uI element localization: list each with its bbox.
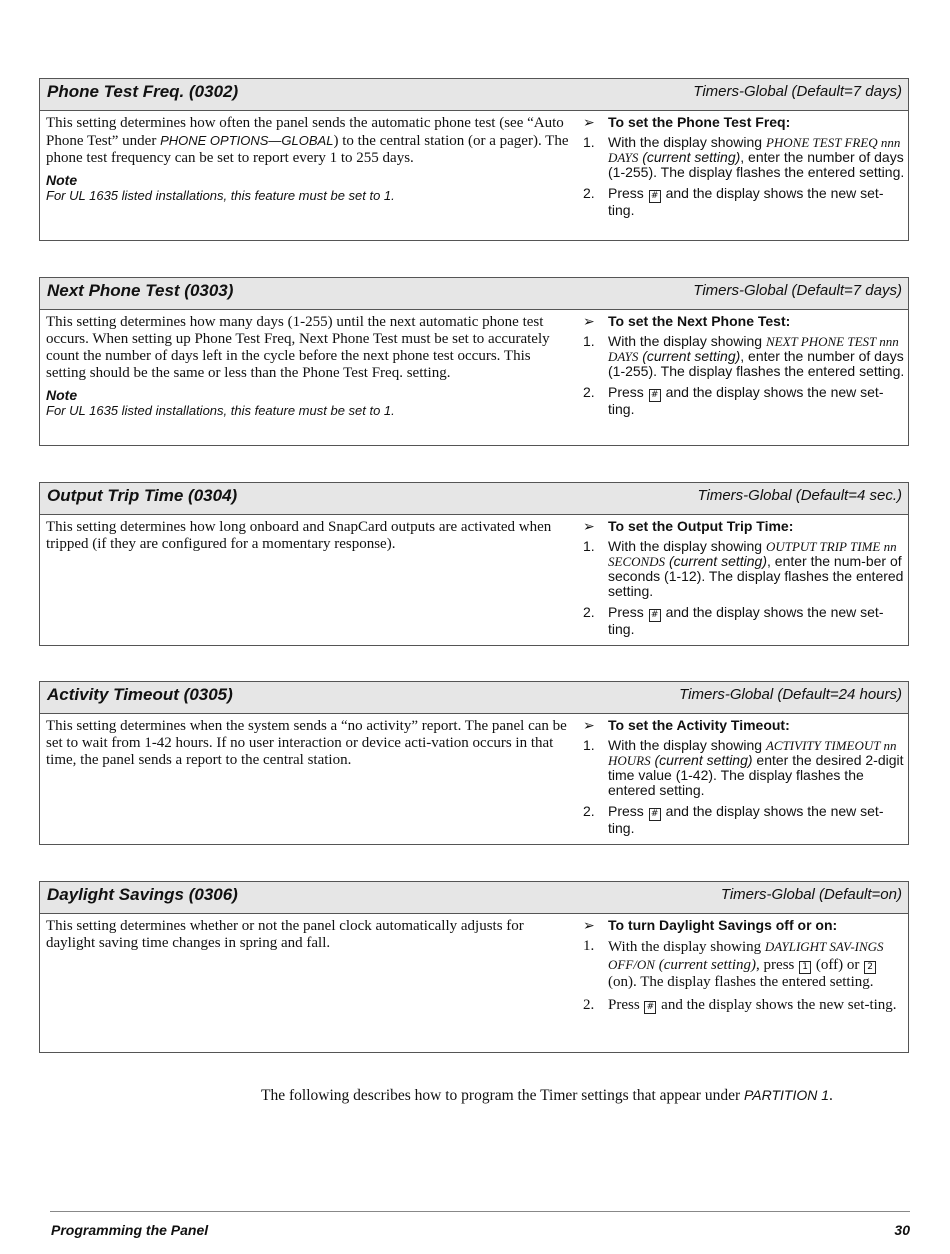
arrow-right-icon: ➢ [583, 917, 595, 933]
step-text: and the display shows the new set-ting. [608, 185, 884, 218]
section-default: Timers-Global (Default=7 days) [693, 282, 902, 299]
section-default: Timers-Global (Default=4 sec.) [697, 487, 902, 504]
step-text: and the display shows the new set-ting. [608, 803, 884, 836]
note-heading: Note [46, 387, 78, 403]
pound-key-icon: # [649, 808, 661, 821]
section-title: Daylight Savings (0306) [47, 885, 238, 904]
arrow-right-icon: ➢ [583, 114, 595, 130]
note-text: For UL 1635 listed installations, this feature must be set to 1. [46, 188, 395, 203]
section-title: Output Trip Time (0304) [47, 486, 238, 505]
step-text: Press [608, 604, 648, 620]
section-description [46, 718, 571, 769]
arrow-right-icon: ➢ [583, 518, 595, 534]
desc-text: ) to the central station (or a pager). The phone test frequency can be set to report every 1 to 255 days. [46, 133, 569, 166]
section-next-phone-test [39, 277, 909, 446]
steps-heading-text: To set the Next Phone Test: [608, 313, 791, 329]
steps-list [583, 718, 905, 842]
step-item [583, 135, 905, 180]
step-number: 1. [583, 134, 595, 150]
steps-heading [583, 115, 905, 130]
desc-text: This setting determines how often the panel sends the automatic phone test (see “Auto Phone Test” under [46, 115, 564, 149]
display-text: DAYLIGHT SAV-INGS OFF/ON [608, 939, 884, 972]
step-text: (off) or [812, 957, 864, 973]
intro-text-end: . [829, 1087, 833, 1104]
note-text: For UL 1635 listed installations, this feature must be set to 1. [46, 403, 395, 418]
step-text: enter the desired 2-digit time value (1-42). The display flashes the entered setting. [608, 752, 904, 798]
step-text: With the display showing [608, 939, 765, 955]
step-text: and the display shows the new set-ting. [608, 604, 884, 637]
step-number: 2. [583, 997, 595, 1013]
step-text: Press [608, 803, 648, 819]
steps-heading-text: To set the Output Trip Time: [608, 518, 794, 534]
partition-menu-ref: PARTITION 1 [743, 1087, 830, 1103]
footer-divider [50, 1211, 910, 1212]
step-text: Press [608, 185, 648, 201]
section-description [46, 115, 571, 203]
footer-chapter-title: Programming the Panel [51, 1222, 209, 1238]
desc-menu-ref: PHONE OPTIONS—GLOBAL [160, 133, 334, 148]
step-number: 1. [583, 737, 595, 753]
step-text: With the display showing [608, 134, 766, 150]
step-item [583, 385, 905, 417]
steps-heading-text: To set the Phone Test Freq: [608, 114, 791, 130]
section-description [46, 314, 571, 418]
pound-key-icon: # [649, 389, 661, 402]
step-text: , enter the number of days (1-255). The display flashes the entered setting. [608, 149, 905, 180]
step-text: and the display shows the new set-ting. [608, 384, 884, 417]
step-text: With the display showing [608, 737, 766, 753]
steps-list [583, 918, 905, 1020]
display-text: OUTPUT TRIP TIME nn SECONDS [608, 539, 897, 569]
arrow-right-icon: ➢ [583, 717, 595, 733]
step-number: 1. [583, 538, 595, 554]
display-text: ACTIVITY TIMEOUT nn HOURS [608, 738, 897, 768]
display-text: PHONE TEST FREQ nnn DAYS [608, 135, 901, 165]
steps-heading [583, 519, 905, 534]
partition-intro-text [261, 1087, 833, 1105]
section-output-trip-time [39, 482, 909, 646]
step-text: With the display showing [608, 538, 766, 554]
note-heading: Note [46, 172, 78, 188]
steps-list [583, 115, 905, 224]
steps-list [583, 314, 905, 423]
desc-text: This setting determines how long onboard and SnapCard outputs are activated when tripped (if they are configured for a momentary response). [46, 519, 552, 552]
section-header [40, 682, 908, 714]
step-text: , enter the num-ber of seconds (1-12). The display flashes the entered setting. [608, 553, 904, 599]
section-title: Phone Test Freq. (0302) [47, 82, 239, 101]
section-header [40, 882, 908, 914]
step-text: With the display showing [608, 333, 766, 349]
desc-text: This setting determines when the system sends a “no activity” report. The panel can be set to wait from 1-42 hours. If no user interaction or device acti-vation occurs in that time, the panel sends a report to the central station. [46, 718, 567, 768]
step-number: 2. [583, 803, 595, 819]
steps-list [583, 519, 905, 643]
step-number: 1. [583, 938, 595, 954]
current-setting-text: (current setting) [654, 957, 757, 973]
step-item [583, 997, 905, 1014]
steps-heading-text: To turn Daylight Savings off or on: [608, 917, 838, 933]
current-setting-text: (current setting) [665, 553, 767, 569]
step-item [583, 186, 905, 218]
section-default: Timers-Global (Default=24 hours) [679, 686, 902, 703]
step-text: and the display shows the new set-ting. [657, 997, 897, 1013]
section-daylight-savings [39, 881, 909, 1053]
step-item [583, 938, 905, 991]
step-item [583, 605, 905, 637]
section-header [40, 278, 908, 310]
section-phone-test-freq [39, 78, 909, 241]
section-header [40, 79, 908, 111]
section-default: Timers-Global (Default=7 days) [693, 83, 902, 100]
display-text: NEXT PHONE TEST nnn DAYS [608, 334, 899, 364]
step-text: , enter the number of days (1-255). The display flashes the entered setting. [608, 348, 905, 379]
desc-text: This setting determines how many days (1-255) until the next automatic phone test occurs. When setting up Phone Test Freq, Next Phone Test must be set to accurately count the number of days left in the cycle before the next phone test occurs. This setting should be the same or less than the Phone Test Freq. setting. [46, 314, 550, 381]
step-number: 2. [583, 604, 595, 620]
pound-key-icon: # [649, 190, 661, 203]
intro-text: The following describes how to program the Timer settings that appear under [261, 1087, 744, 1104]
key-2-icon: 2 [864, 961, 876, 974]
step-item [583, 539, 905, 599]
step-item [583, 334, 905, 379]
step-text: , press [756, 957, 799, 973]
section-default: Timers-Global (Default=on) [720, 886, 902, 903]
step-number: 2. [583, 185, 595, 201]
steps-heading [583, 718, 905, 733]
step-text: Press [608, 384, 648, 400]
step-item [583, 738, 905, 798]
current-setting-text: (current setting) [638, 149, 741, 165]
section-description [46, 918, 571, 952]
step-number: 2. [583, 384, 595, 400]
page-number: 30 [894, 1222, 910, 1238]
steps-heading [583, 314, 905, 329]
section-description [46, 519, 571, 553]
section-activity-timeout [39, 681, 909, 845]
step-text: Press [608, 997, 644, 1013]
current-setting-text: (current setting) [650, 752, 753, 768]
section-title: Next Phone Test (0303) [47, 281, 234, 300]
steps-heading-text: To set the Activity Timeout: [608, 717, 790, 733]
pound-key-icon: # [644, 1001, 656, 1014]
step-text: (on). The display flashes the entered setting. [608, 974, 874, 990]
arrow-right-icon: ➢ [583, 313, 595, 329]
section-title: Activity Timeout (0305) [47, 685, 233, 704]
key-1-icon: 1 [799, 961, 811, 974]
steps-heading [583, 918, 905, 933]
section-header [40, 483, 908, 515]
step-item [583, 804, 905, 836]
desc-text: This setting determines whether or not the panel clock automatically adjusts for daylight saving time changes in spring and fall. [46, 918, 524, 951]
pound-key-icon: # [649, 609, 661, 622]
step-number: 1. [583, 333, 595, 349]
current-setting-text: (current setting) [638, 348, 741, 364]
